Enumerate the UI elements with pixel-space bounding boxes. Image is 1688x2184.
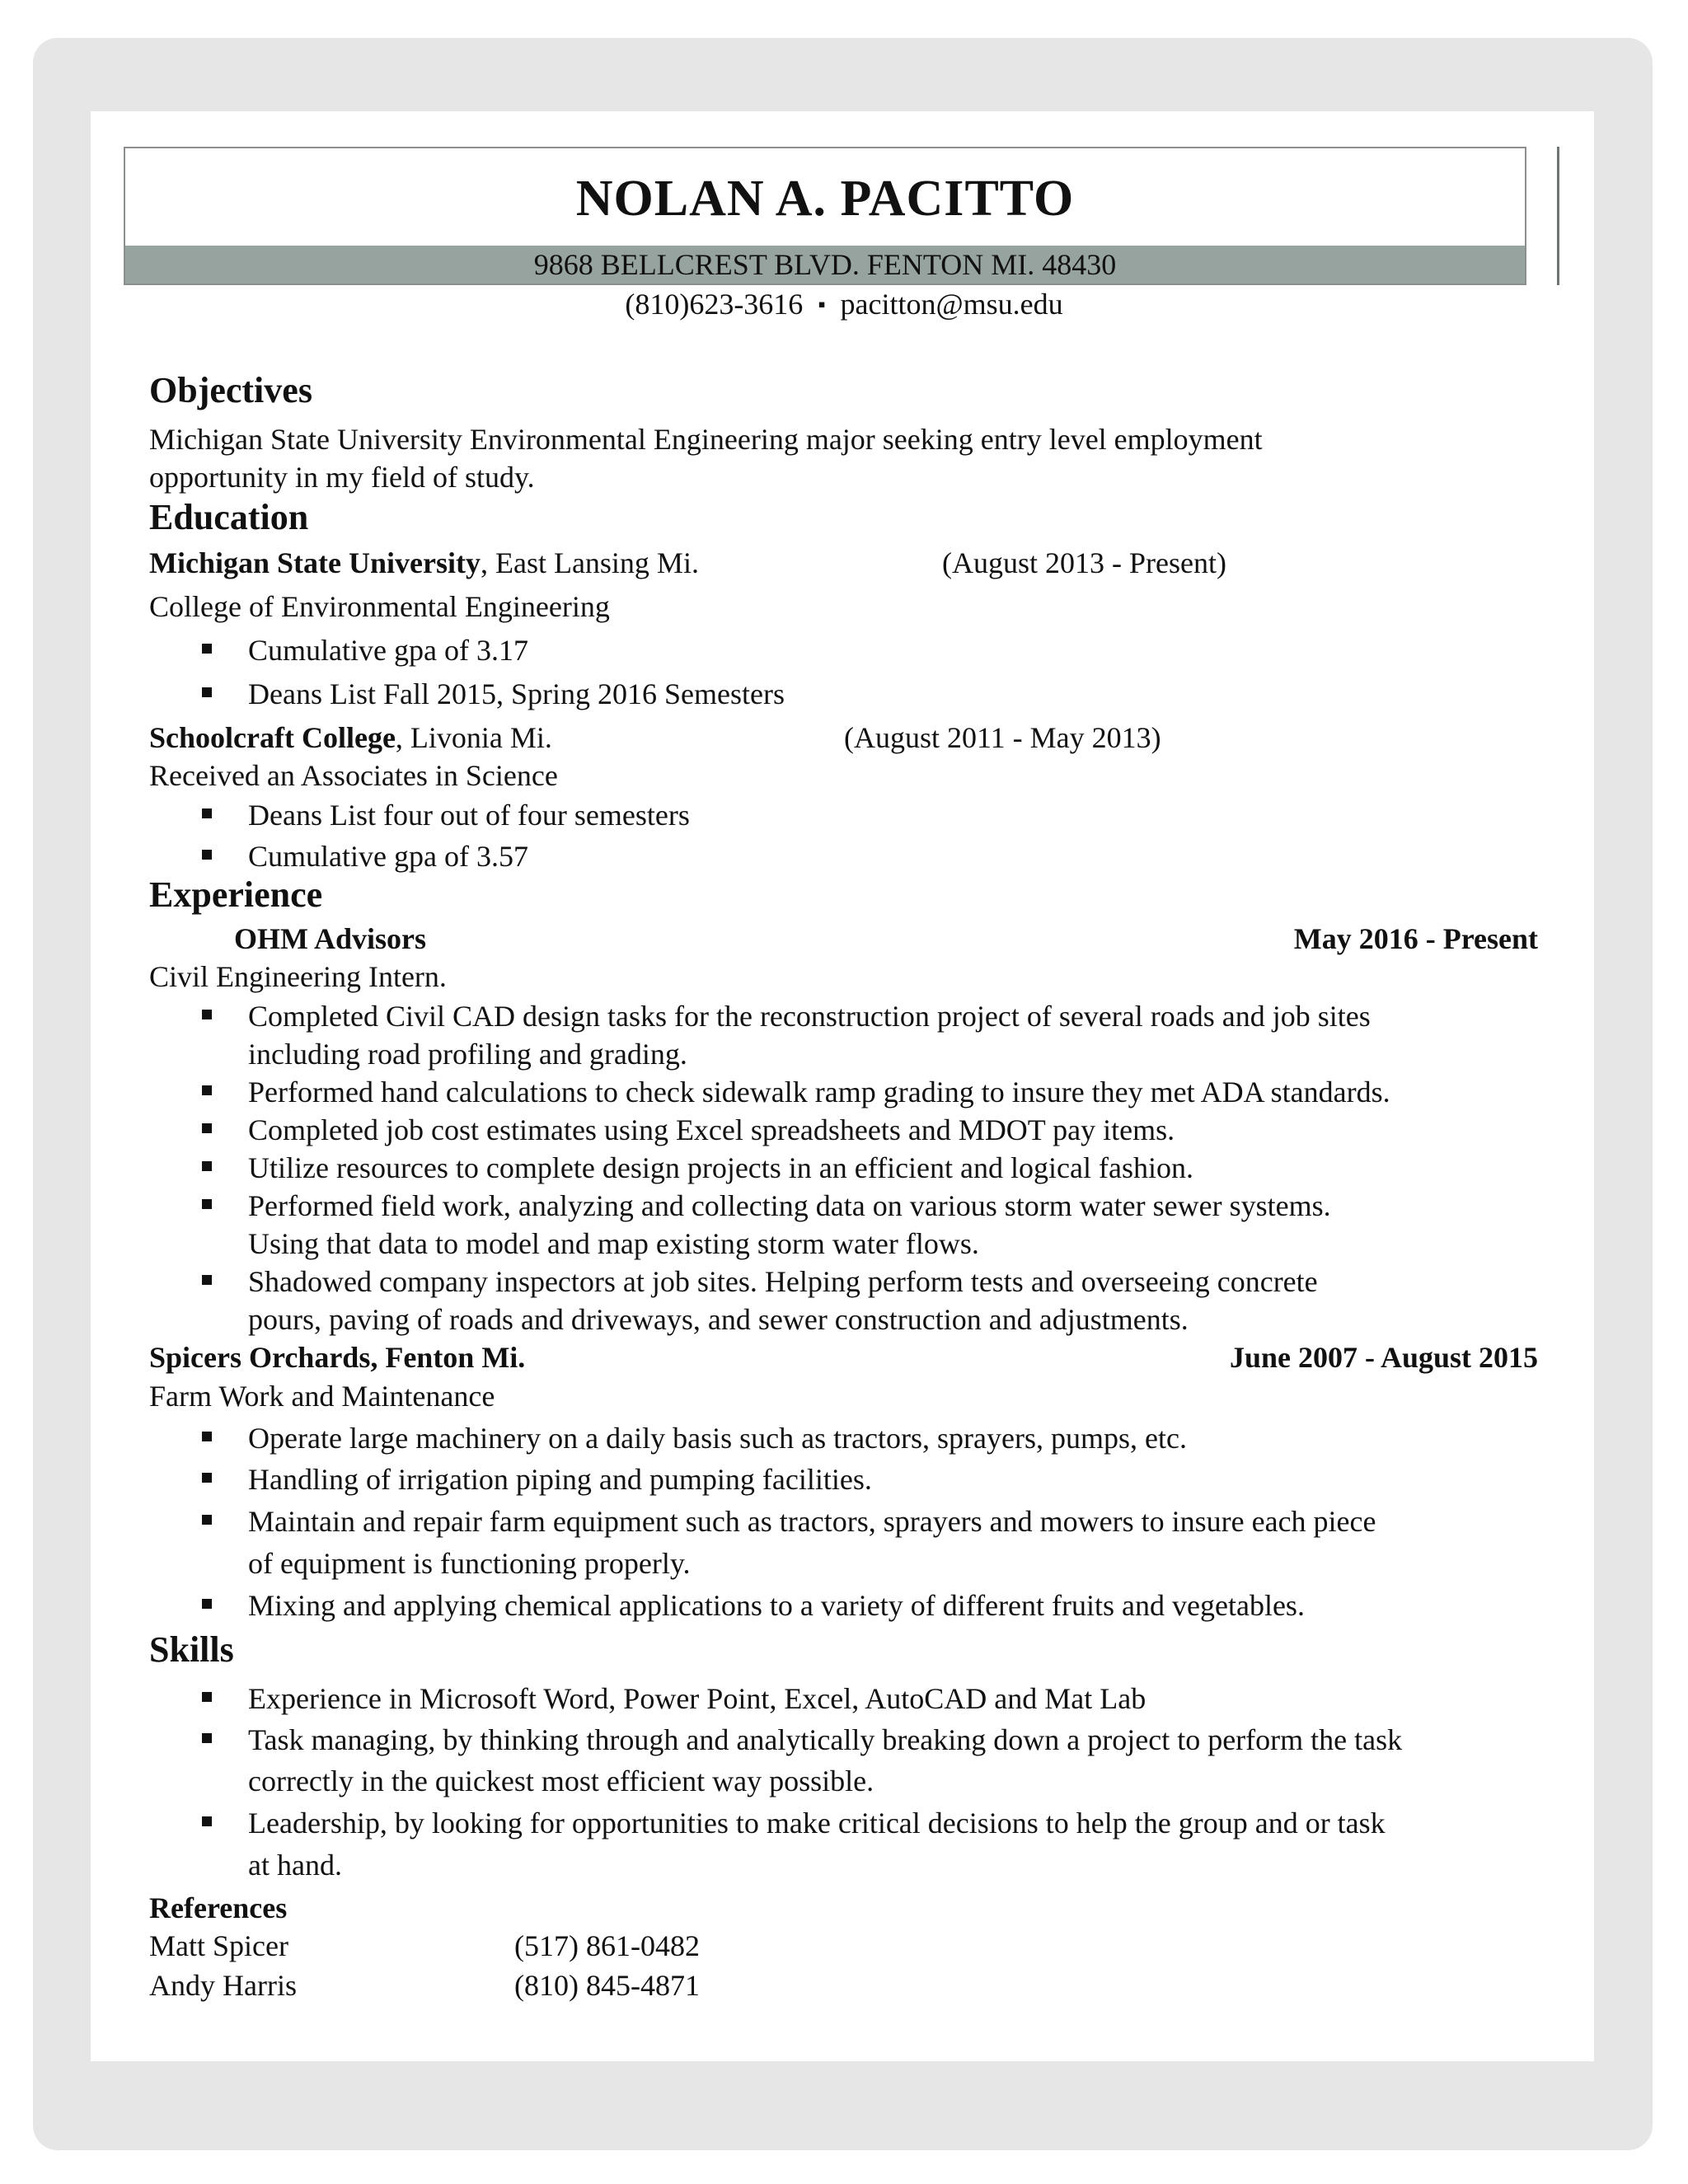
objectives-text-line-1: Michigan State University Environmental Engineering major seeking entry level employment: [149, 423, 1263, 456]
bullet-icon: [202, 1733, 212, 1743]
schoolcraft-degree: Received an Associates in Science: [149, 759, 558, 792]
references-heading: References: [149, 1891, 288, 1924]
msu-entry: [149, 546, 699, 580]
spicers-company: Spicers Orchards, Fenton Mi.: [149, 1341, 526, 1374]
list-item: Task managing, by thinking through and analytically breaking down a project to perform the task: [248, 1721, 1402, 1759]
schoolcraft-location: , Livonia Mi.: [395, 721, 552, 754]
email-address: pacitton@msu.edu: [840, 288, 1063, 321]
list-item: Mixing and applying chemical applications to a variety of different fruits and vegetables.: [248, 1586, 1305, 1624]
schoolcraft-school-name: Schoolcraft College: [149, 721, 396, 754]
bullet-icon: [202, 1816, 212, 1826]
schoolcraft-entry: [149, 720, 552, 755]
list-item-continuation: including road profiling and grading.: [248, 1038, 687, 1071]
skills-heading: Skills: [149, 1629, 234, 1670]
list-item: Completed Civil CAD design tasks for the reconstruction project of several roads and job sites: [248, 997, 1371, 1035]
list-item: Performed field work, analyzing and collecting data on various storm water sewer systems.: [248, 1187, 1331, 1225]
bullet-icon: [202, 687, 212, 697]
list-item: Cumulative gpa of 3.17: [248, 631, 528, 669]
bullet-icon: [202, 1692, 212, 1702]
contact-line: [0, 287, 1688, 321]
list-item: Experience in Microsoft Word, Power Point, Excel, AutoCAD and Mat Lab: [248, 1680, 1146, 1718]
bullet-icon: [202, 1515, 212, 1525]
experience-heading: Experience: [149, 874, 323, 915]
objectives-text-line-2: opportunity in my field of study.: [149, 461, 535, 494]
bullet-icon: [202, 808, 212, 818]
bullet-icon: [202, 1085, 212, 1095]
list-item: Deans List four out of four semesters: [248, 796, 690, 834]
msu-dates: (August 2013 - Present): [942, 546, 1226, 579]
reference-name: Matt Spicer: [149, 1929, 288, 1962]
list-item-continuation: correctly in the quickest most efficient way possible.: [248, 1765, 874, 1797]
bullet-icon: [202, 1161, 212, 1171]
ohm-company: OHM Advisors: [234, 922, 427, 955]
bullet-icon: [202, 644, 212, 654]
objectives-heading: Objectives: [149, 370, 312, 410]
candidate-name: NOLAN A. PACITTO: [575, 171, 1075, 227]
list-item-continuation: Using that data to model and map existing storm water flows.: [248, 1227, 979, 1260]
list-item: Shadowed company inspectors at job sites. Helping perform tests and overseeing concrete: [248, 1263, 1318, 1301]
list-item: Operate large machinery on a daily basis such as tractors, sprayers, pumps, etc.: [248, 1419, 1187, 1457]
ohm-role: Civil Engineering Intern.: [149, 960, 447, 993]
phone-number: (810)623-3616: [625, 288, 804, 321]
separator: ▪: [818, 293, 826, 316]
list-item: Handling of irrigation piping and pumping facilities.: [248, 1460, 872, 1498]
spicers-dates: June 2007 - August 2015: [1229, 1341, 1538, 1374]
spicers-role: Farm Work and Maintenance: [149, 1380, 495, 1413]
ohm-dates: May 2016 - Present: [1293, 922, 1538, 955]
list-item: Cumulative gpa of 3.57: [248, 837, 528, 875]
bullet-icon: [202, 1432, 212, 1441]
bullet-icon: [202, 1199, 212, 1209]
schoolcraft-dates: (August 2011 - May 2013): [844, 721, 1161, 754]
msu-college: College of Environmental Engineering: [149, 590, 610, 623]
reference-phone: (810) 845-4871: [514, 1969, 700, 2002]
list-item: Leadership, by looking for opportunities to make critical decisions to help the group and or task: [248, 1804, 1386, 1842]
list-item: Deans List Fall 2015, Spring 2016 Semesters: [248, 675, 785, 713]
list-item: Utilize resources to complete design projects in an efficient and logical fashion.: [248, 1149, 1193, 1187]
list-item: Performed hand calculations to check sidewalk ramp grading to insure they met ADA standards.: [248, 1073, 1390, 1111]
list-item-continuation: pours, paving of roads and driveways, and sewer construction and adjustments.: [248, 1303, 1189, 1336]
msu-location: , East Lansing Mi.: [480, 546, 699, 579]
list-item: Maintain and repair farm equipment such as tractors, sprayers and mowers to insure each piece: [248, 1502, 1376, 1540]
bullet-icon: [202, 1275, 212, 1285]
bullet-icon: [202, 1123, 212, 1133]
msu-school-name: Michigan State University: [149, 546, 481, 579]
bullet-icon: [202, 1473, 212, 1483]
header-side-rule: [1557, 147, 1559, 285]
bullet-icon: [202, 1599, 212, 1609]
resume-header: [124, 147, 1526, 285]
list-item-continuation: of equipment is functioning properly.: [248, 1547, 691, 1580]
bullet-icon: [202, 850, 212, 860]
address-band: 9868 BELLCREST BLVD. FENTON MI. 48430: [125, 246, 1525, 284]
education-heading: Education: [149, 497, 309, 537]
list-item: Completed job cost estimates using Excel spreadsheets and MDOT pay items.: [248, 1111, 1175, 1149]
bullet-icon: [202, 1010, 212, 1019]
list-item-continuation: at hand.: [248, 1849, 342, 1882]
reference-name: Andy Harris: [149, 1969, 297, 2002]
reference-phone: (517) 861-0482: [514, 1929, 700, 1962]
